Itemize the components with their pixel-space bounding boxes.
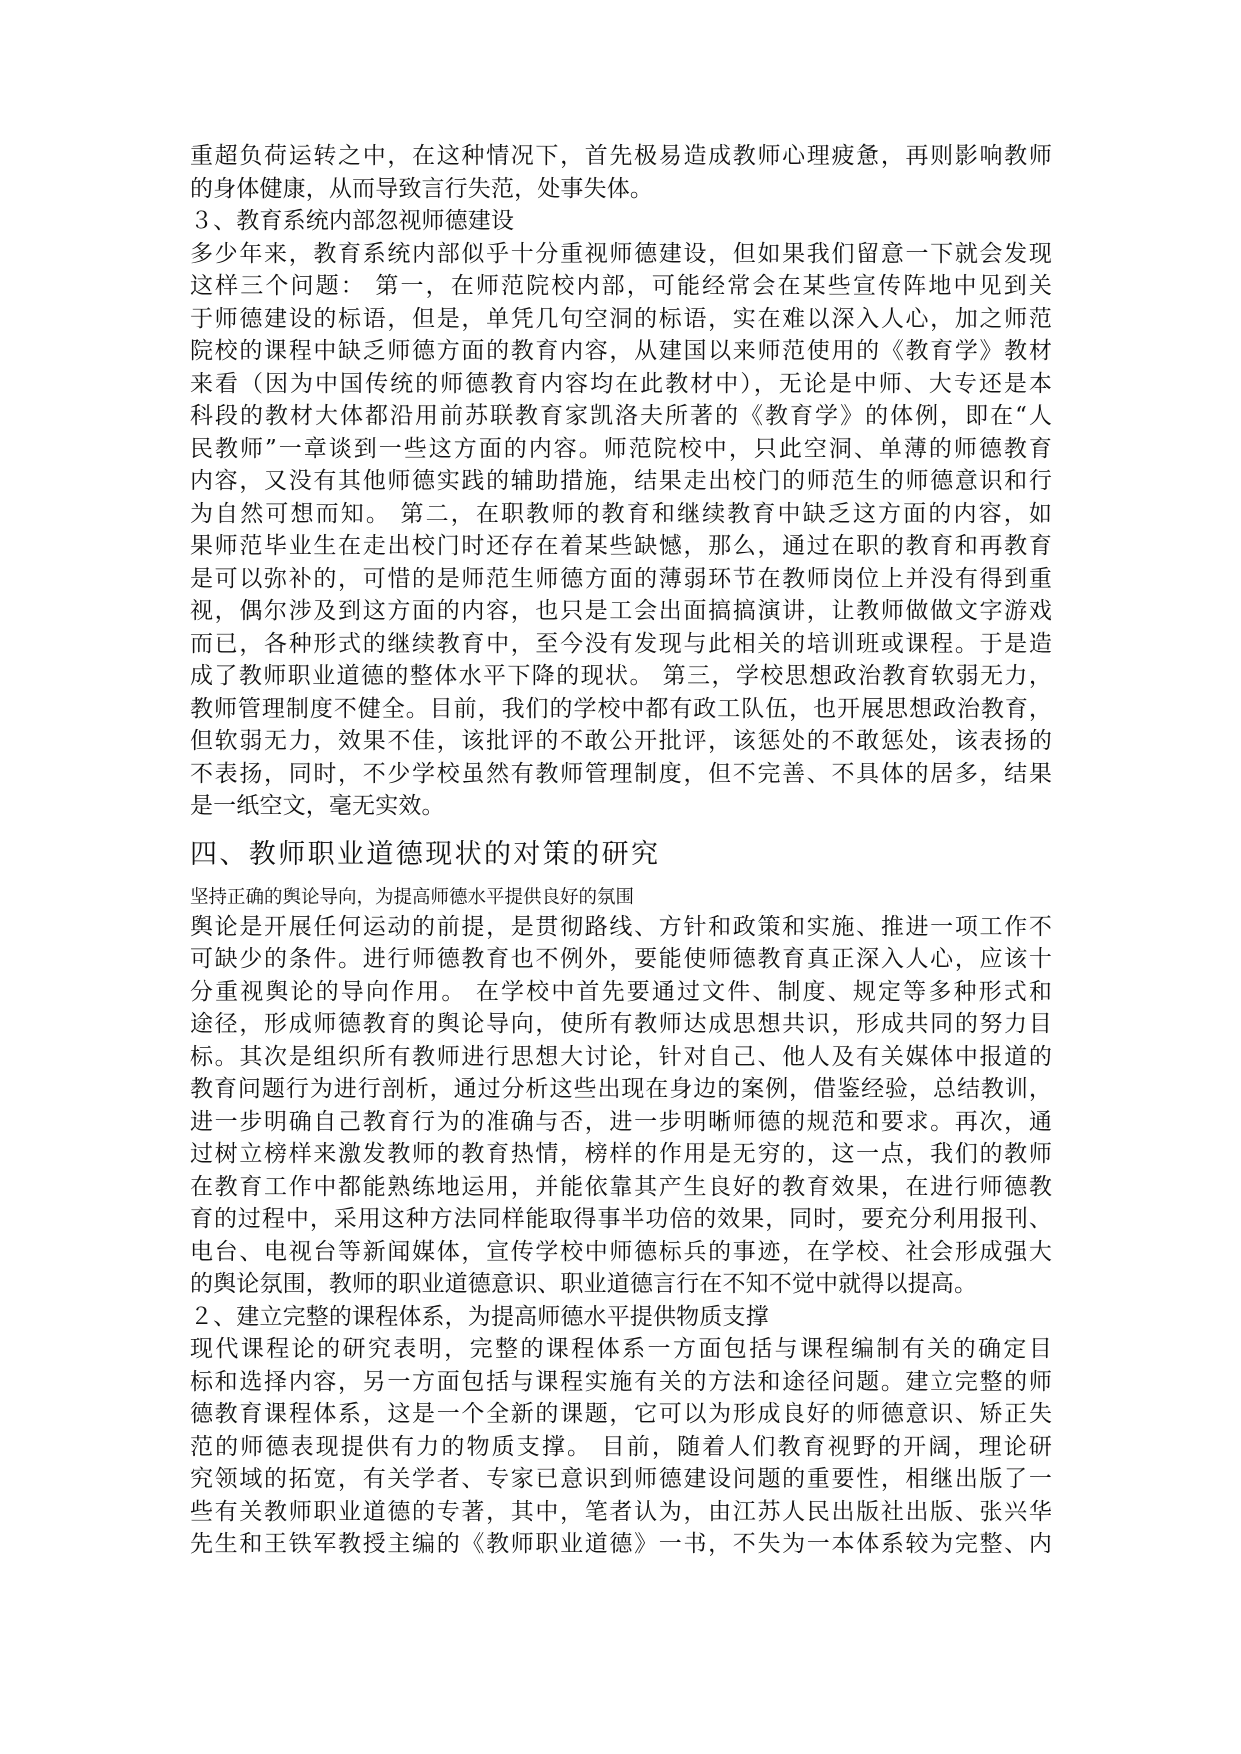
- text-line: 标。其次是组织所有教师进行思想大讨论，针对自己、他人及有关媒体中报道的: [190, 1043, 1052, 1070]
- text-line: 院校的课程中缺乏师德方面的教育内容，从建国以来师范使用的《教育学》教材: [190, 338, 1052, 364]
- text-line: 在教育工作中都能熟练地运用，并能依靠其产生良好的教育效果，在进行师德教: [190, 1173, 1052, 1200]
- text-line: 究领域的拓宽，有关学者、专家已意识到师德建设问题的重要性，相继出版了一: [190, 1466, 1052, 1492]
- text-line: 过树立榜样来激发教师的教育热情，榜样的作用是无穷的，这一点，我们的教师: [190, 1141, 1052, 1167]
- text-line: 可缺少的条件。进行师德教育也不例外，要能使师德教育真正深入人心，应该十: [190, 946, 1052, 972]
- text-line: 多少年来，教育系统内部似乎十分重视师德建设，但如果我们留意一下就会发现: [190, 240, 1052, 267]
- text-line: 舆论是开展任何运动的前提，是贯彻路线、方针和政策和实施、推进一项工作不: [190, 913, 1052, 940]
- text-line: 的舆论氛围，教师的职业道德意识、职业道德言行在不知不觉中就得以提高。: [190, 1271, 978, 1297]
- text-line: 视，偶尔涉及到这方面的内容，也只是工会出面搞搞演讲，让教师做做文字游戏: [190, 598, 1052, 624]
- part4-subheading: 坚持正确的舆论导向，为提高师德水平提供良好的氛围: [190, 886, 635, 908]
- document-page: [190, 140, 1052, 1561]
- text-line: 不表扬，同时，不少学校虽然有教师管理制度，但不完善、不具体的居多，结果: [190, 760, 1052, 787]
- text-line: 成了教师职业道德的整体水平下降的现状。 第三，学校思想政治教育软弱无力，: [190, 663, 1052, 689]
- text-line: 些有关教师职业道德的专著，其中，笔者认为，由江苏人民出版社出版、张兴华: [190, 1498, 1052, 1525]
- text-line: 德教育课程体系，这是一个全新的课题，它可以为形成良好的师德意识、矫正失: [190, 1401, 1052, 1427]
- item2-paragraph: [190, 1333, 1052, 1561]
- text-line: 教师管理制度不健全。目前，我们的学校中都有政工队伍，也开展思想政治教育，: [190, 695, 1052, 722]
- text-line: 是一纸空文，毫无实效。: [190, 793, 445, 819]
- section3-paragraph: [190, 238, 1052, 823]
- text-line: 先生和王铁军教授主编的《教师职业道德》一书，不失为一本体系较为完整、内: [190, 1531, 1052, 1557]
- section-title: ２、建立完整的课程体系，为提高师德水平提供物质支撑: [190, 1303, 769, 1330]
- text-line: 来看（因为中国传统的师德教育内容均在此教材中），无论是中师、大专还是本: [190, 370, 1052, 397]
- text-line: 这样三个问题： 第一，在师范院校内部，可能经常会在某些宣传阵地中见到关: [190, 273, 1052, 299]
- text-line: 教育问题行为进行剖析，通过分析这些出现在身边的案例，借鉴经验，总结教训，: [190, 1076, 1052, 1102]
- section-title: ３、教育系统内部忽视师德建设: [190, 208, 515, 234]
- text-line: 范的师德表现提供有力的物质支撑。 目前，随着人们教育视野的开阔，理论研: [190, 1433, 1052, 1460]
- text-line: 重超负荷运转之中，在这种情况下，首先极易造成教师心理疲惫，再则影响教师: [190, 143, 1052, 169]
- text-line: 为自然可想而知。 第二，在职教师的教育和继续教育中缺乏这方面的内容，如: [190, 500, 1052, 527]
- text-line: 现代课程论的研究表明，完整的课程体系一方面包括与课程编制有关的确定目: [190, 1336, 1052, 1362]
- text-line: 育的过程中，采用这种方法同样能取得事半功倍的效果，同时，要充分利用报刊、: [190, 1206, 1052, 1232]
- text-line: 是可以弥补的，可惜的是师范生师德方面的薄弱环节在教师岗位上并没有得到重: [190, 565, 1052, 592]
- text-line: 民教师”一章谈到一些这方面的内容。师范院校中，只此空洞、单薄的师德教育: [190, 435, 1052, 462]
- part4-heading: 四、教师职业道德现状的对策的研究: [190, 838, 661, 870]
- intro-paragraph: [190, 140, 1052, 205]
- text-line: 进一步明确自己教育行为的准确与否，进一步明晰师德的规范和要求。再次，通: [190, 1108, 1052, 1135]
- text-line: 途径，形成师德教育的舆论导向，使所有教师达成思想共识，形成共同的努力目: [190, 1011, 1052, 1037]
- text-line: 分重视舆论的导向作用。 在学校中首先要通过文件、制度、规定等多种形式和: [190, 978, 1052, 1005]
- text-line: 果师范毕业生在走出校门时还存在着某些缺憾，那么，通过在职的教育和再教育: [190, 533, 1052, 559]
- text-line: 标和选择内容，另一方面包括与课程实施有关的方法和途径问题。建立完整的师: [190, 1368, 1052, 1395]
- text-line: 内容，又没有其他师德实践的辅助措施，结果走出校门的师范生的师德意识和行: [190, 468, 1052, 494]
- text-line: 于师德建设的标语，但是，单凭几句空洞的标语，实在难以深入人心，加之师范: [190, 305, 1052, 332]
- part4-paragraph: [190, 911, 1052, 1301]
- text-line: 而已，各种形式的继续教育中，至今没有发现与此相关的培训班或课程。于是造: [190, 630, 1052, 657]
- text-line: 科段的教材大体都沿用前苏联教育家凯洛夫所著的《教育学》的体例，即在“人: [190, 403, 1052, 429]
- text-line: 电台、电视台等新闻媒体，宣传学校中师德标兵的事迹，在学校、社会形成强大: [190, 1238, 1052, 1265]
- text-line: 但软弱无力，效果不佳，该批评的不敢公开批评，该惩处的不敢惩处，该表扬的: [190, 728, 1052, 754]
- text-line: 的身体健康，从而导致言行失范，处事失体。: [190, 175, 653, 202]
